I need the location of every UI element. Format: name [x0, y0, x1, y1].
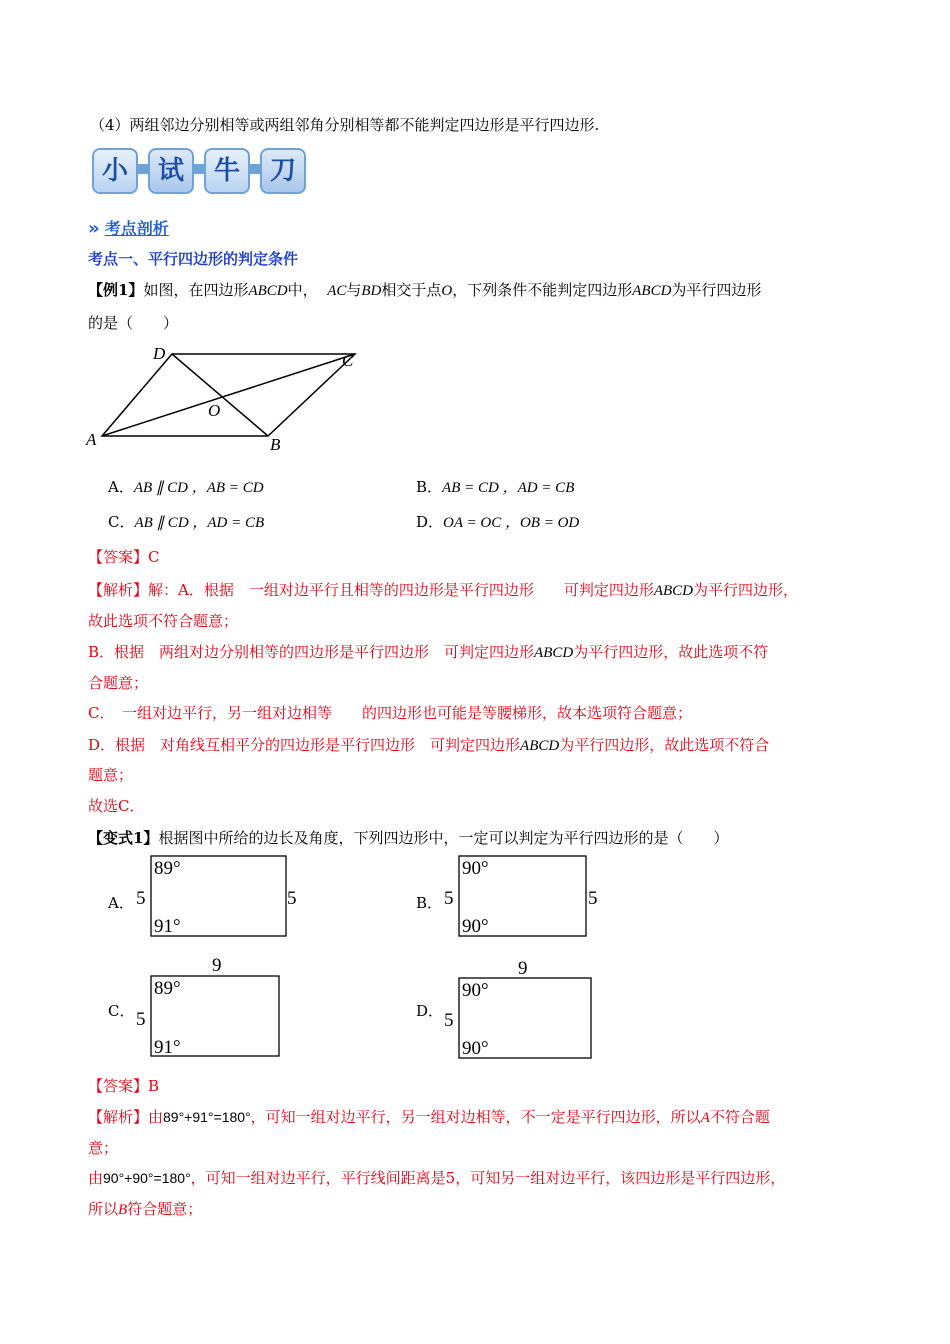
option-text: OA = OC ，OB = OD — [443, 515, 580, 531]
top-angle-label: 90° — [462, 980, 489, 1001]
quad-name: ABCD — [653, 583, 694, 599]
bottom-angle-label: 91° — [154, 1037, 181, 1058]
option-c[interactable] — [108, 512, 264, 533]
top-side-label: 9 — [212, 955, 222, 976]
stem-text: 中， — [287, 281, 318, 299]
label-b: B — [270, 435, 281, 454]
option-text: AB ∥ CD ，AD = CB — [134, 515, 265, 531]
equation: 89°+91°=180° — [163, 1109, 251, 1125]
example1-stem-line2: 的是（ ） — [88, 314, 179, 332]
banner-tile-4: 刀 — [260, 148, 306, 194]
example1-answer: 【答案】C — [88, 548, 160, 566]
analysis-line: 合题意； — [88, 674, 149, 692]
point-o: O — [441, 283, 453, 299]
equation: 90°+90°=180° — [103, 1170, 191, 1186]
analysis-text: 所以 — [88, 1200, 119, 1218]
analysis-line — [88, 1168, 785, 1188]
variant-option-a-label[interactable]: A． — [108, 894, 134, 912]
intro-line: （4）两组邻边分别相等或两组邻角分别相等都不能判定四边形是平行四边形. — [90, 116, 600, 134]
label-o: O — [208, 401, 221, 420]
top-side-label: 9 — [518, 958, 528, 979]
variant1-stem-text: 根据图中所给的边长及角度，下列四边形中，一定可以判定为平行四边形的是（ ） — [158, 829, 729, 847]
analysis-line — [88, 642, 768, 663]
top-angle-label: 89° — [154, 858, 181, 879]
left-side-label: 5 — [136, 888, 146, 909]
variant1-label: 【变式1】 — [88, 829, 159, 847]
variant-figure-a — [130, 852, 310, 940]
analysis-line — [88, 1107, 770, 1128]
label-c: C — [342, 351, 354, 370]
stem-text: 为平行四边形 — [671, 281, 762, 299]
section-heading — [88, 216, 169, 239]
analysis-text: 【解析】由 — [88, 1108, 164, 1126]
segment-ac: AC — [327, 283, 347, 299]
section-heading-text: 考点剖析 — [104, 219, 169, 238]
right-side-label: 5 — [588, 888, 598, 909]
analysis-text: 为平行四边形，故此选项不符 — [573, 643, 769, 661]
right-side-label: 5 — [287, 888, 297, 909]
stem-text: ，下列条件不能判定四边形 — [452, 281, 633, 299]
analysis-line: 故选C． — [88, 797, 145, 815]
variant-figure-c — [130, 950, 310, 1060]
analysis-line — [88, 580, 798, 601]
stem-text: 与 — [346, 281, 362, 299]
banner-tile-3: 牛 — [204, 148, 250, 194]
top-angle-label: 90° — [462, 858, 489, 879]
banner-tile-1: 小 — [92, 148, 138, 194]
analysis-text: 为平行四边形，故此选项不符合 — [559, 736, 770, 754]
analysis-line: C． 一组对边平行，另一组对边相等 的四边形也可能是等腰梯形，故本选项符合题意； — [88, 704, 692, 722]
analysis-line: 题意； — [88, 766, 134, 784]
variant-option-c-label[interactable]: C． — [108, 1002, 135, 1020]
variant1-stem — [88, 828, 728, 848]
option-ref: B — [118, 1202, 128, 1218]
option-text: AB = CD ，AD = CB — [442, 480, 575, 496]
analysis-text: ，可知一组对边平行，平行线间距离是5，可知另一组对边平行，该四边形是平行四边形， — [190, 1169, 786, 1187]
diagonal-bd — [172, 354, 268, 436]
analysis-text: 由 — [88, 1169, 104, 1187]
diagonal-ac — [102, 354, 355, 436]
parallelogram-figure — [80, 340, 370, 455]
quad-name: ABCD — [520, 738, 560, 754]
bottom-angle-label: 90° — [462, 1038, 489, 1059]
analysis-line — [88, 1199, 202, 1220]
analysis-text: D．根据 对角线互相平分的四边形是平行四边形 可判定四边形 — [88, 736, 521, 754]
option-text: AB ∥ CD ，AB = CD — [133, 480, 264, 496]
double-chevron-icon: » — [88, 218, 100, 239]
bottom-angle-label: 90° — [462, 916, 489, 937]
option-d[interactable] — [416, 512, 579, 533]
topic-heading: 考点一、平行四边形的判定条件 — [88, 250, 299, 268]
example1-label: 【例1】 — [88, 281, 144, 299]
left-side-label: 5 — [444, 888, 454, 909]
example1-stem-line1 — [88, 280, 761, 301]
analysis-text: 符合题意； — [127, 1200, 203, 1218]
analysis-line: 意； — [88, 1139, 119, 1157]
stem-text: 相交于点 — [381, 281, 442, 299]
option-label: C． — [108, 513, 135, 531]
variant1-answer: 【答案】B — [88, 1077, 160, 1095]
left-side-label: 5 — [136, 1009, 146, 1030]
analysis-text: 为平行四边形， — [693, 581, 799, 599]
variant-option-d-label[interactable]: D． — [416, 1002, 444, 1020]
option-ref: A — [700, 1110, 710, 1126]
left-side-label: 5 — [444, 1010, 454, 1031]
analysis-text: 不符合题 — [709, 1108, 770, 1126]
analysis-text: B．根据 两组对边分别相等的四边形是平行四边形 可判定四边形 — [88, 643, 535, 661]
top-angle-label: 89° — [154, 978, 181, 999]
analysis-line — [88, 735, 769, 756]
analysis-text: 【解析】解：A．根据 一组对边平行且相等的四边形是平行四边形 可判定四边形 — [88, 581, 654, 599]
variant-option-b-label[interactable]: B． — [416, 894, 443, 912]
bottom-angle-label: 91° — [154, 916, 181, 937]
option-label: D． — [416, 513, 444, 531]
analysis-text: ，可知一组对边平行，另一组对边相等，不一定是平行四边形，所以 — [250, 1108, 701, 1126]
option-b[interactable] — [416, 477, 574, 498]
quad-name: ABCD — [632, 283, 672, 299]
quad-name: ABCD — [248, 283, 288, 299]
segment-bd: BD — [361, 283, 382, 299]
analysis-line: 故此选项不符合题意； — [88, 612, 239, 630]
option-label: A． — [108, 478, 134, 496]
label-d: D — [153, 344, 166, 363]
quad-name: ABCD — [534, 645, 574, 661]
variant-figure-b — [438, 852, 618, 940]
banner-tile-2: 试 — [148, 148, 194, 194]
stem-text: 如图，在四边形 — [143, 281, 249, 299]
label-a: A — [86, 430, 97, 449]
option-label: B． — [416, 478, 443, 496]
option-a[interactable] — [108, 477, 264, 498]
variant-figure-d — [438, 950, 618, 1060]
